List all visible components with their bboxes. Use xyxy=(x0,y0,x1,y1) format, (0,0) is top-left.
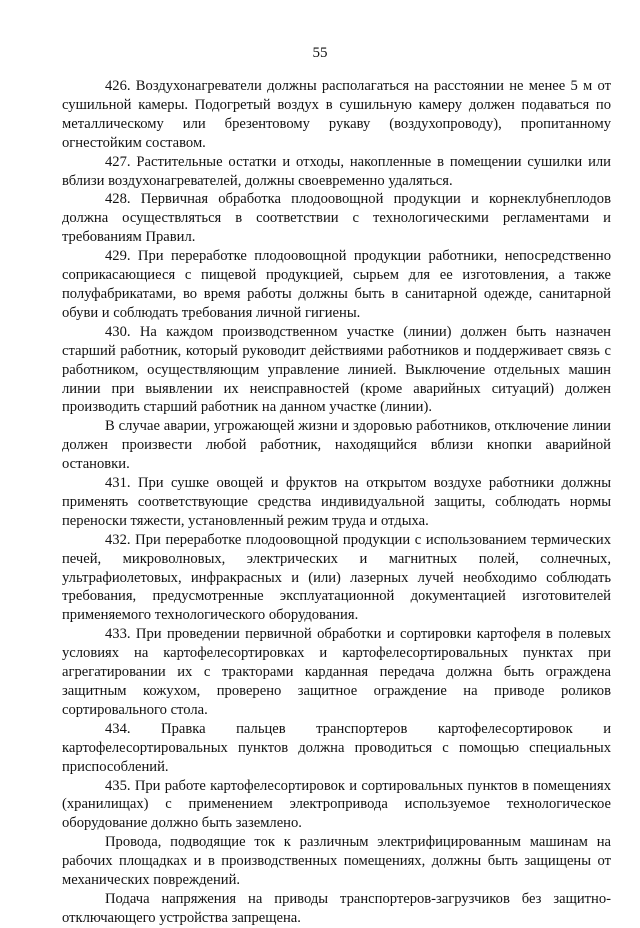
paragraph-435-wires: Провода, подводящие ток к различным электрифицированным машинам на рабочих площадках и в производственных помещениях, должны быть защищены от механических повреждений. xyxy=(62,834,611,889)
paragraph-426: 426. Воздухонагреватели должны располагаться на расстоянии не менее 5 м от сушильной камеры. Подогретый воздух в сушильную камеру должен подаваться по металлическому или брезентовому рукаву (воздухопроводу), пропитанному огнестойким составом. xyxy=(62,78,611,151)
paragraph-434: 434. Правка пальцев транспортеров картофелесортировок и картофелесортировальных пунктов должна проводиться с помощью специальных приспособлений. xyxy=(62,720,611,775)
paragraph-433: 433. При проведении первичной обработки и сортировки картофеля в полевых условиях на картофелесортировках и картофелесортировальных пунктах при агрегатировании их с тракторами карданная передача должна быть ограждена защитным кожухом, проверено защитное ограждение на приводе роликов сортировального стола. xyxy=(62,626,611,718)
paragraph-430-emergency: В случае аварии, угрожающей жизни и здоровью работников, отключение линии должен произвести любой работник, находящийся вблизи кнопки аварийной остановки. xyxy=(62,418,611,473)
paragraph-429: 429. При переработке плодоовощной продукции работники, непосредственно соприкасающиеся с пищевой продукцией, сырьем для ее изготовления, а также полуфабрикатами, во время работы должны быть в санитарной одежде, санитарной обуви и соблюдать требования личной гигиены. xyxy=(62,248,611,321)
page-number: 55 xyxy=(312,45,328,61)
paragraph-432: 432. При переработке плодоовощной продукции с использованием термических печей, микроволновых, электрических и магнитных полей, солнечных, ультрафиолетовых, инфракрасных и (или) лазерных лучей необходимо соблюдать требования, предусмотренные эксплуатационной документацией изготовителей применяемого технологического оборудования. xyxy=(62,531,611,624)
paragraph-435: 435. При работе картофелесортировок и сортировальных пунктов в помещениях (хранилищах) с применением электропривода используемое технологическое оборудование должно быть заземлено. xyxy=(62,777,611,832)
paragraph-427: 427. Растительные остатки и отходы, накопленные в помещении сушилки или вблизи воздухонагревателей, должны своевременно удаляться. xyxy=(62,153,611,189)
paragraph-430: 430. На каждом производственном участке (линии) должен быть назначен старший работник, который руководит действиями работников и поддерживает связь с работником, осуществляющим управление линией. Выключение отдельных машин линии при выявлении их неисправностей (кроме аварийных ситуаций) должен производить старший работник на данном участке (линии). xyxy=(62,323,611,416)
document-body xyxy=(62,77,611,928)
paragraph-428: 428. Первичная обработка плодоовощной продукции и корнеклубнеплодов должна осуществляться в соответствии с технологическими регламентами и требованиям Правил. xyxy=(62,191,611,246)
paragraph-431: 431. При сушке овощей и фруктов на открытом воздухе работники должны применять соответствующие средства индивидуальной защиты, соблюдать нормы переноски тяжести, установленный режим труда и отдыха. xyxy=(62,475,611,529)
paragraph-435-voltage: Подача напряжения на приводы транспортеров-загрузчиков без защитно-отключающего устройства запрещена. xyxy=(62,890,611,926)
